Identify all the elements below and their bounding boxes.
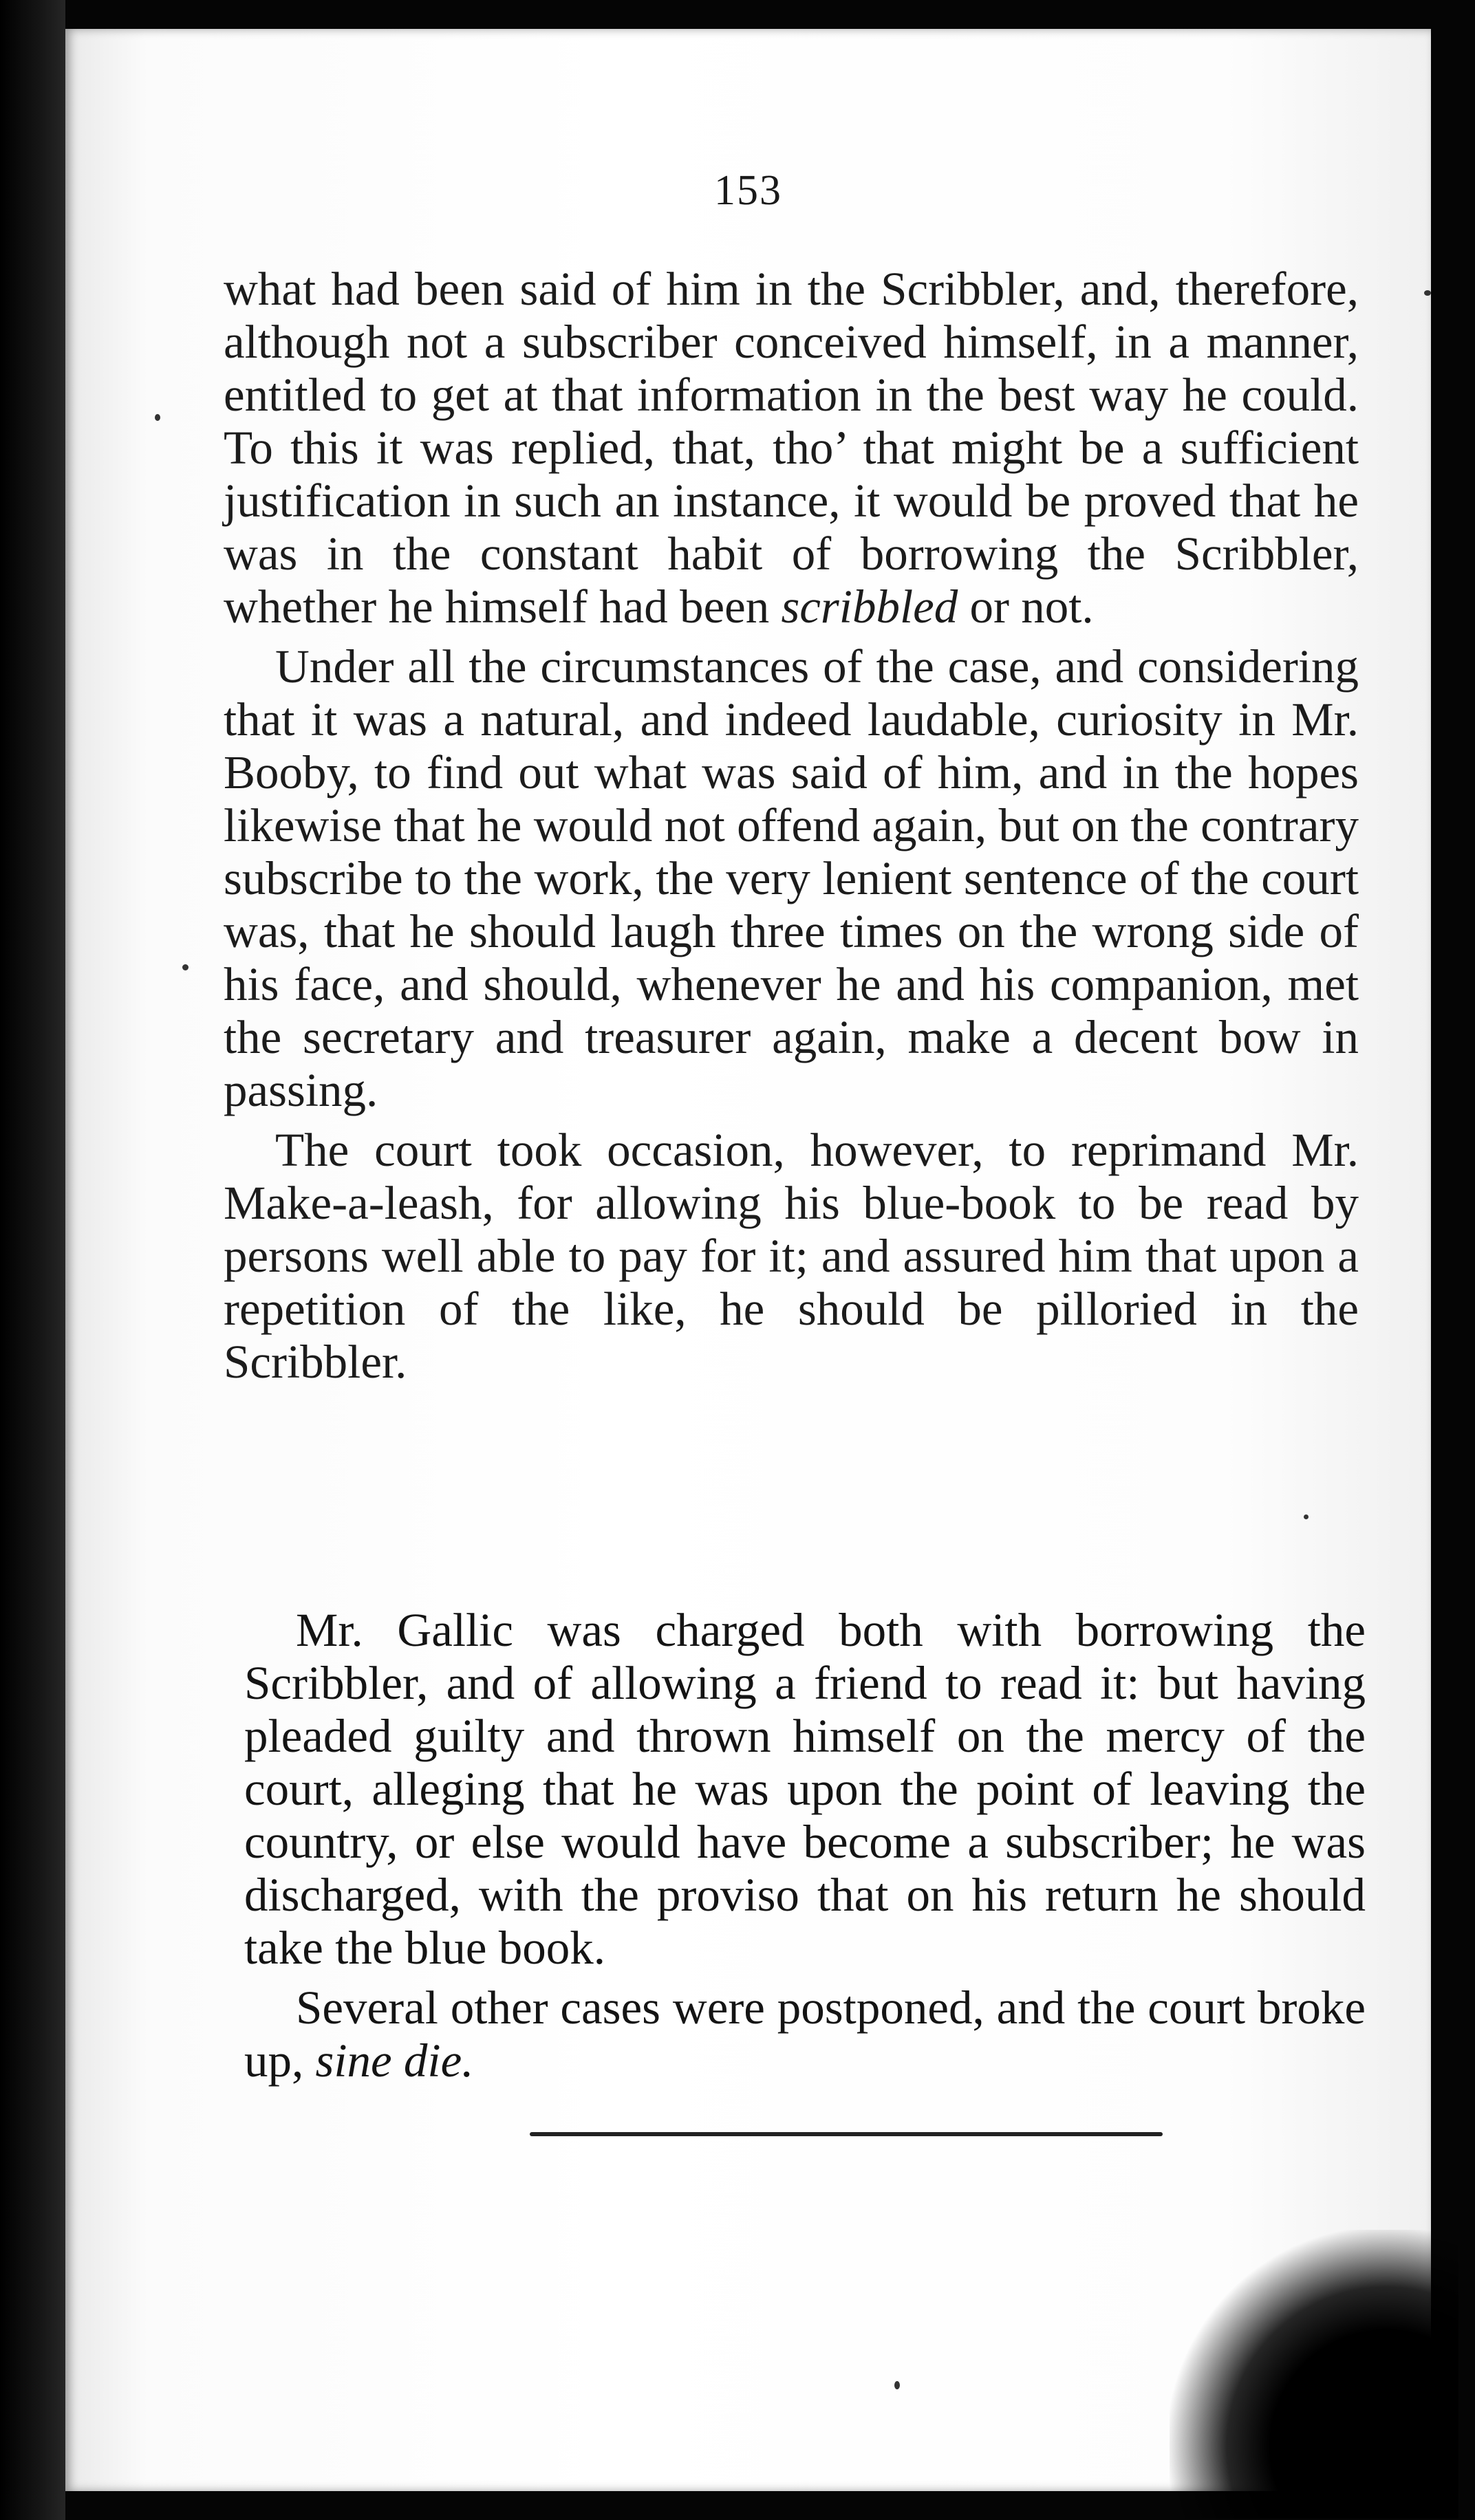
text-section-1	[224, 263, 1359, 1389]
paragraph-1-body: what had been said of him in the Scribbler, and, therefore, although not a subscriber conceived himself, in a manner, entitled to get at that information in the best way he could. To this it was replied, that, tho’ that might be a sufficient justification in such an instance, it would be proved that he was in the constant habit of borrowing the Scribbler, whether he himself had been	[224, 263, 1359, 633]
paragraph-4	[244, 1604, 1366, 1975]
paragraph-5-text	[244, 1981, 1366, 2087]
paragraph-5	[244, 1981, 1366, 2087]
paragraph-2	[224, 640, 1359, 1117]
paragraph-1-italic: scribbled	[781, 580, 958, 633]
paragraph-4-text: Mr. Gallic was charged both with borrowing the Scribbler, and of allowing a friend to read it: but having pleaded guilty and thrown himself on the mercy of the court, alleging that he was upon the point of leaving the country, or else would have become a subscriber; he was discharged, with the proviso that on his return he should take the blue book.	[244, 1604, 1366, 1974]
paragraph-2-text: Under all the circumstances of the case, and considering that it was a natural, and indeed laudable, curiosity in Mr. Booby, to find out what was said of him, and in the hopes likewise that he would not offend again, but on the contrary subscribe to the work, the very lenient sentence of the court was, that he should laugh three times on the wrong side of his face, and should, whenever he and his companion, met the secretary and treasurer again, make a decent bow in passing.	[224, 640, 1359, 1116]
paragraph-5-body: Several other cases were postponed, and the court broke up,	[244, 1981, 1366, 2087]
paragraph-3	[224, 1124, 1359, 1389]
page-number: 153	[714, 167, 782, 214]
book-spine-shadow	[0, 0, 65, 2520]
book-page	[65, 29, 1431, 2491]
paragraph-1-tail: or not.	[958, 580, 1094, 633]
end-rule-divider	[530, 2132, 1163, 2136]
paragraph-3-text: The court took occasion, however, to reprimand Mr. Make-a-leash, for allowing his blue-book to be read by persons well able to pay for it; and assured him that upon a repetition of the like, he should be pilloried in the Scribbler.	[224, 1124, 1359, 1388]
text-section-2	[244, 1604, 1366, 2087]
paragraph-1-text	[224, 263, 1359, 633]
paragraph-5-italic: sine die.	[315, 2034, 474, 2087]
paragraph-1	[224, 263, 1359, 633]
corner-shadow	[1170, 2230, 1458, 2519]
